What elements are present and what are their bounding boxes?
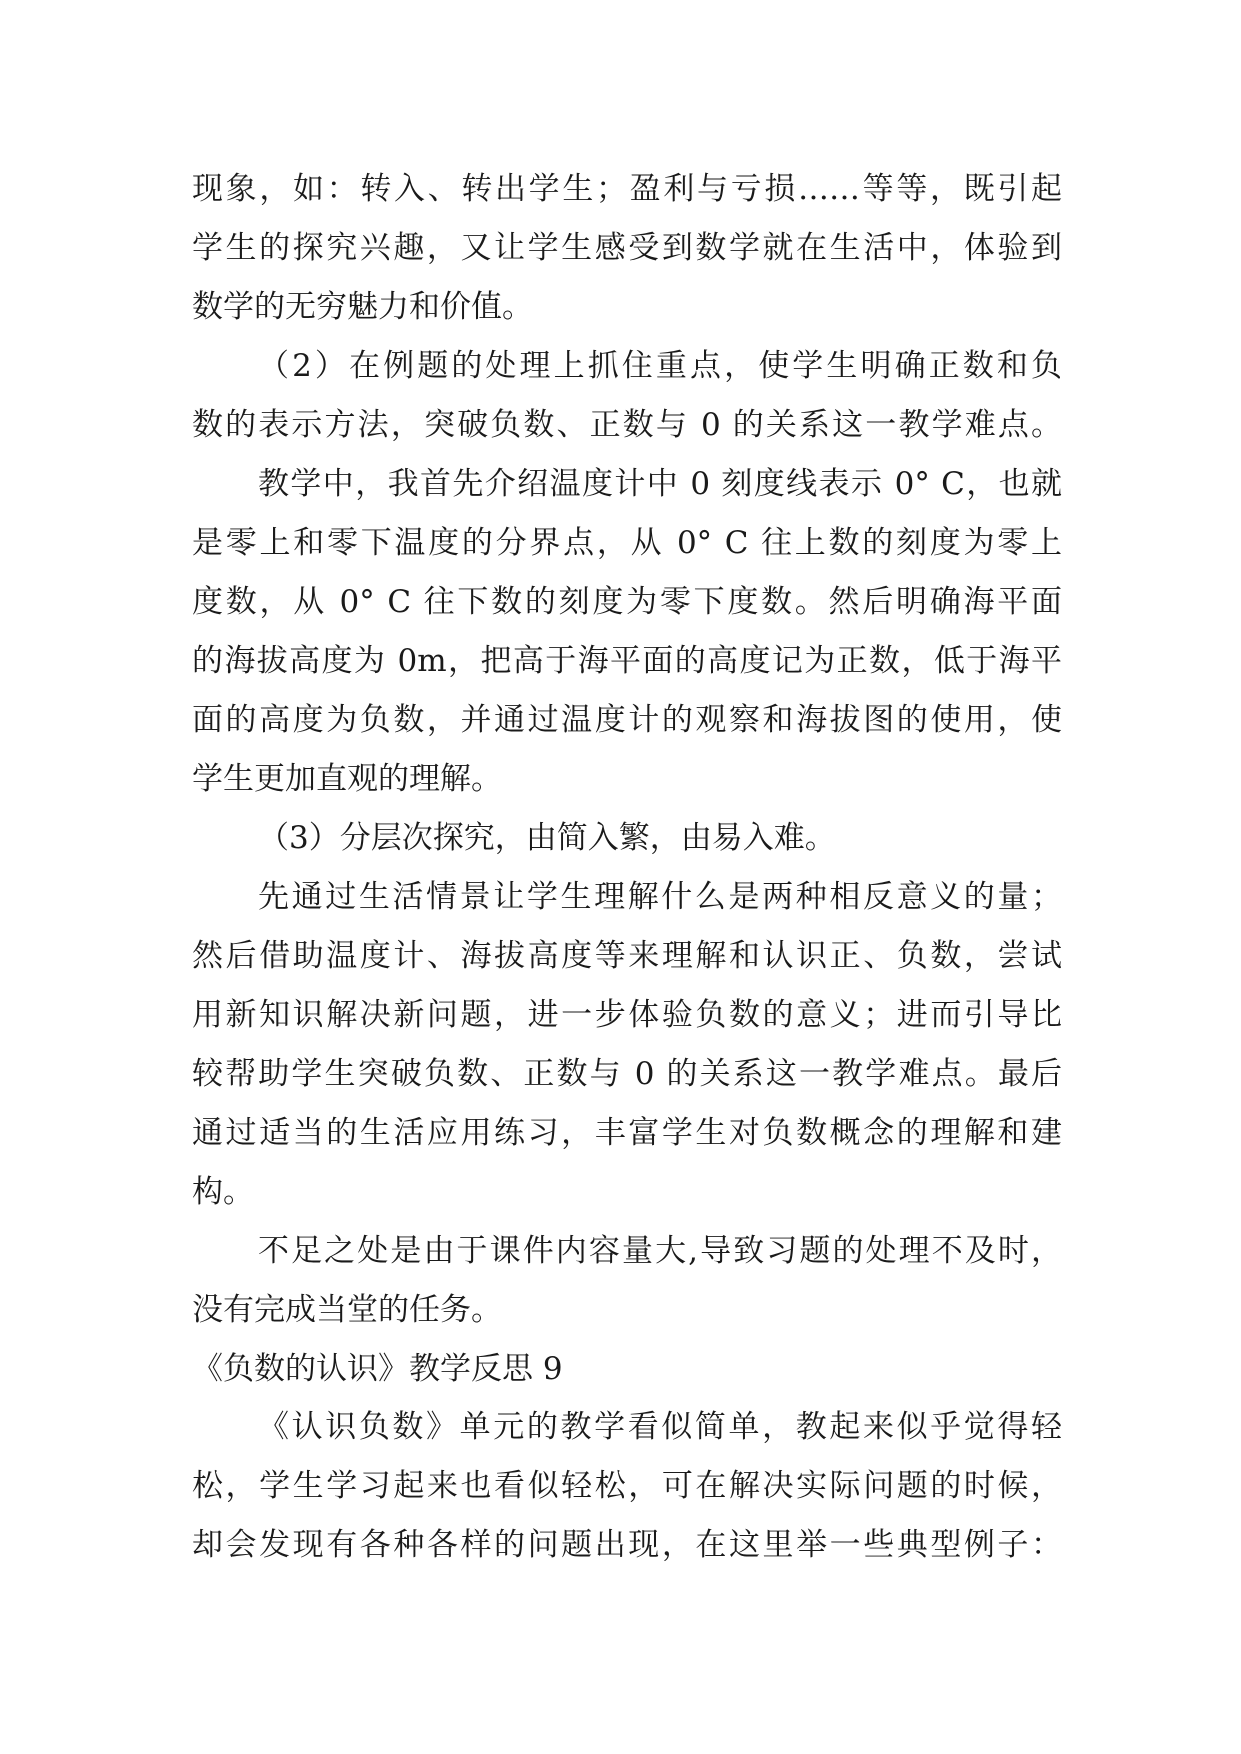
text-line-2: 学生的探究兴趣，又让学生感受到数学就在生活中，体验到 (192, 230, 1062, 266)
text-line-10: 面的高度为负数，并通过温度计的观察和海拔图的使用，使 (192, 702, 1062, 738)
text-line-6: 教学中，我首先介绍温度计中 0 刻度线表示 0° C，也就 (258, 466, 1062, 502)
text-line-19: 不足之处是由于课件内容量大,导致习题的处理不及时， (258, 1233, 1062, 1269)
document-page (192, 160, 1062, 1575)
text-line-17: 通过适当的生活应用练习，丰富学生对负数概念的理解和建 (192, 1115, 1062, 1151)
text-line-4: （2）在例题的处理上抓住重点，使学生明确正数和负 (258, 348, 1062, 384)
text-line-12: （3）分层次探究，由简入繁，由易入难。 (258, 820, 836, 856)
text-line-1: 现象，如：转入、转出学生；盈利与亏损……等等，既引起 (192, 171, 1062, 207)
text-line-9: 的海拔高度为 0m，把高于海平面的高度记为正数，低于海平 (192, 643, 1062, 679)
text-line-18: 构。 (192, 1174, 254, 1210)
section-heading: 《负数的认识》教学反思 9 (192, 1351, 563, 1387)
text-line-5: 数的表示方法，突破负数、正数与 0 的关系这一教学难点。 (192, 407, 1062, 443)
text-line-15: 用新知识解决新问题，进一步体验负数的意义；进而引导比 (192, 997, 1062, 1033)
text-line-3: 数学的无穷魅力和价值。 (192, 289, 533, 325)
text-line-8: 度数，从 0° C 往下数的刻度为零下度数。然后明确海平面 (192, 584, 1062, 620)
text-line-14: 然后借助温度计、海拔高度等来理解和认识正、负数，尝试 (192, 938, 1062, 974)
text-line-20: 没有完成当堂的任务。 (192, 1292, 502, 1328)
text-line-11: 学生更加直观的理解。 (192, 761, 502, 797)
text-line-7: 是零上和零下温度的分界点，从 0° C 往上数的刻度为零上 (192, 525, 1062, 561)
text-line-22: 《认识负数》单元的教学看似简单，教起来似乎觉得轻 (258, 1409, 1062, 1445)
text-line-24: 却会发现有各种各样的问题出现，在这里举一些典型例子： (192, 1527, 1062, 1563)
text-line-23: 松，学生学习起来也看似轻松，可在解决实际问题的时候， (192, 1468, 1062, 1504)
text-line-13: 先通过生活情景让学生理解什么是两种相反意义的量； (258, 879, 1062, 915)
text-line-16: 较帮助学生突破负数、正数与 0 的关系这一教学难点。最后 (192, 1056, 1062, 1092)
